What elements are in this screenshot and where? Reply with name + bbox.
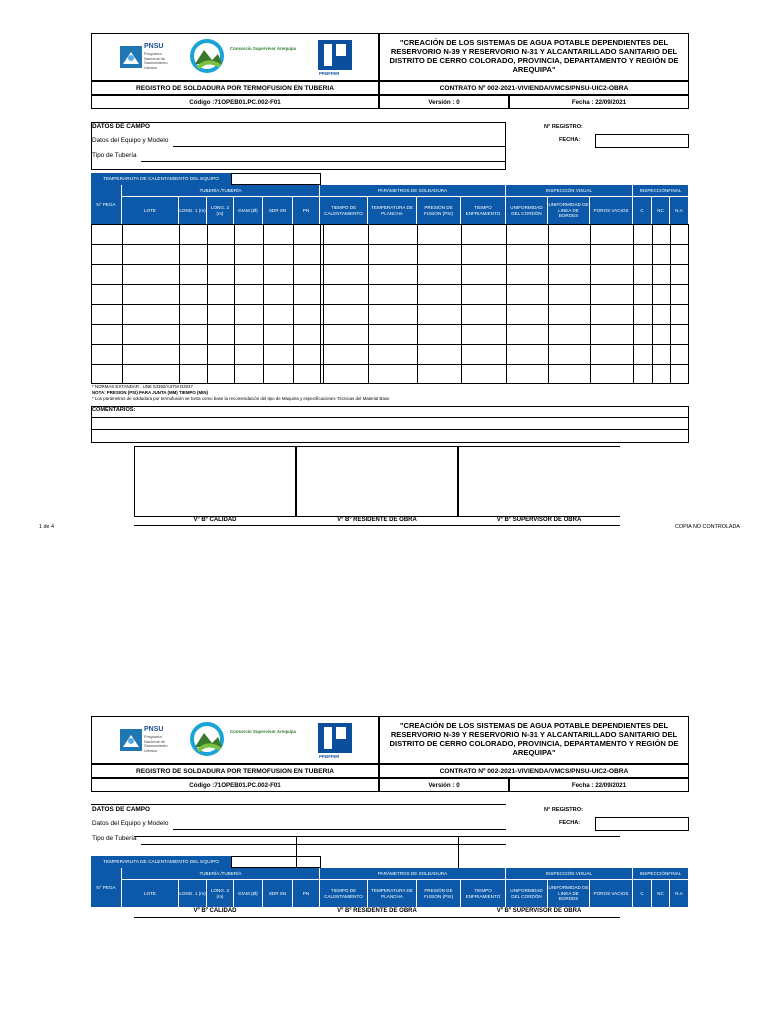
codigo-label: Código :71OPEB01.PC.002-F01 bbox=[91, 95, 379, 109]
page-number: 1 de 4 bbox=[39, 524, 54, 530]
lote-header: LOTE bbox=[122, 880, 179, 907]
insp-group-header: INSPECCIÓN VISUAL bbox=[506, 868, 633, 880]
form-sheet-1 bbox=[91, 33, 689, 533]
note-standard: * NORMAS ESTANDAR : UNE 53360/ASTM D3037 bbox=[92, 384, 193, 389]
long2-header: LONG. 2 (m) bbox=[207, 880, 234, 907]
unif-bordes-header: UNIFORMIDAD DE LINEA DE BORDES bbox=[548, 197, 590, 224]
tuberia-group-header: TUBERÍA /TUBERÍA bbox=[122, 185, 320, 197]
long1-header: LONG. 1 (m) bbox=[179, 880, 207, 907]
pfeiffer-logo-icon bbox=[318, 40, 352, 70]
consorcio-label: Consorcio Supervisor Arequipa bbox=[230, 729, 296, 734]
unif-cordon-header: UNIFORMIDAD DEL CORDÓN bbox=[506, 197, 548, 224]
consorcio-logo-icon bbox=[190, 721, 224, 757]
temp-label: TEMPERARUTA DE CALENTAMIENTO DEL EQUIPO bbox=[91, 856, 231, 868]
unif-bordes-header: UNIFORMIDAD DE LINEA DE BORDES bbox=[548, 880, 590, 907]
tuberia-label: Tipo de Tubería bbox=[92, 152, 137, 159]
grid-row-line bbox=[91, 264, 689, 265]
form-sheet-2 bbox=[91, 716, 689, 926]
registro-title: REGISTRO DE SOLDADURA POR TERMOFUSION EN TUBERIA bbox=[91, 81, 379, 95]
nc-header: NC bbox=[652, 880, 670, 907]
signature-residente-label: Vº Bº RESIDENTE DE OBRA bbox=[337, 517, 417, 523]
na-header: N.A bbox=[670, 880, 689, 907]
signature-residente-box[interactable] bbox=[296, 446, 458, 517]
logo-area-2 bbox=[91, 716, 379, 764]
sdr-header: SDR SN bbox=[263, 880, 293, 907]
presion-header: PRESIÓN DE FUSION (PSI) bbox=[417, 880, 461, 907]
fecha-label: Fecha : 22/09/2021 bbox=[509, 95, 689, 109]
tiempo-enf-header: TIEMPO ENFRIAMIENTO bbox=[461, 197, 506, 224]
fecha-input[interactable] bbox=[595, 134, 689, 148]
grid-row-line bbox=[91, 364, 689, 365]
equipo-field[interactable] bbox=[173, 146, 506, 147]
contrato-label: CONTRATO Nº 002-2021-VIVIENDA/VMCS/PNSU-UIC2-OBRA bbox=[379, 764, 689, 778]
pfeiffer-label: PFEIFFER bbox=[319, 71, 340, 76]
tuberia-group-header: TUBERÍA /TUBERÍA bbox=[122, 868, 320, 880]
na-header: N.A bbox=[670, 197, 689, 224]
presion-header: PRESIÓN DE FUSION (PSI) bbox=[417, 197, 461, 224]
tuberia-field[interactable] bbox=[141, 161, 506, 162]
codigo-label: Código :71OPEB01.PC.002-F01 bbox=[91, 778, 379, 792]
campo-title: DATOS DE CAMPO bbox=[92, 806, 150, 813]
temp-plancha-header: TEMPERATURA DE PLANCHA bbox=[368, 880, 417, 907]
project-title: "CREACIÓN DE LOS SISTEMAS DE AGUA POTABLE DEPENDIENTES DEL RESERVORIO N-39 Y RESERVORIO N-31 Y ALCANTARILLADO SANITARIO DEL DISTRITO DE CERRO COLORADO, PROVINCIA, DEPARTAMENTO Y REGIÓN DE AREQUIPA" bbox=[379, 33, 689, 81]
note-presion: NOTA: PRESION (PSI) PARA JUNTA (MM) TIEMPO (MIN) bbox=[92, 390, 209, 395]
grid-row-line bbox=[91, 284, 689, 285]
signature-supervisor-label: Vº Bº SUPERVISOR DE OBRA bbox=[496, 517, 582, 523]
fecha-field-label: FECHA: bbox=[559, 137, 581, 143]
comentarios-label: COMENTARIOS: bbox=[92, 407, 136, 413]
param-group-header: PARÁMETROS DE SOLDADURA bbox=[320, 868, 506, 880]
temp-label: TEMPERARUTA DE CALENTAMIENTO DEL EQUIPO bbox=[91, 173, 231, 185]
poros-header: POROS VACIOS bbox=[590, 880, 633, 907]
diam-header: DIAM (Ø) bbox=[234, 197, 263, 224]
diam-header: DIAM (Ø) bbox=[234, 880, 263, 907]
pfeiffer-logo-icon bbox=[318, 723, 352, 753]
signature-calidad-label: Vº Bº CALIDAD bbox=[193, 908, 237, 914]
signature-supervisor-box[interactable] bbox=[458, 446, 620, 517]
insp-group-header: INSPECCIÓN VISUAL bbox=[506, 185, 633, 197]
campo-title: DATOS DE CAMPO bbox=[92, 123, 150, 130]
final-group-header: INSPECCIÓNFINAL bbox=[633, 868, 689, 880]
registro-title: REGISTRO DE SOLDADURA POR TERMOFUSION EN TUBERIA bbox=[91, 764, 379, 778]
comentarios-box[interactable] bbox=[91, 406, 689, 443]
poros-header: POROS VACIOS bbox=[590, 197, 633, 224]
consorcio-label: Consorcio Supervisor Arequipa bbox=[230, 46, 296, 51]
temp-input[interactable] bbox=[231, 173, 321, 185]
pnsu-sub: Programa Nacional de Saneamiento Urbano bbox=[144, 734, 168, 753]
npega-header: N° PEGA bbox=[91, 185, 122, 224]
registro-input[interactable] bbox=[595, 134, 689, 135]
version-label: Versión : 0 bbox=[379, 95, 509, 109]
contrato-label: CONTRATO Nº 002-2021-VIVIENDA/VMCS/PNSU-UIC2-OBRA bbox=[379, 81, 689, 95]
grid-row-line bbox=[91, 244, 689, 245]
version-label: Versión : 0 bbox=[379, 778, 509, 792]
nc-header: NC bbox=[652, 197, 670, 224]
long2-header: LONG. 2 (m) bbox=[207, 197, 234, 224]
long1-header: LONG. 1 (m) bbox=[179, 197, 207, 224]
registro-label: N° REGISTRO: bbox=[544, 124, 583, 130]
pn-header: PN bbox=[293, 197, 320, 224]
equipo-label: Datos del Equipo y Modelo bbox=[92, 820, 169, 827]
registro-label: N° REGISTRO: bbox=[544, 807, 583, 813]
consorcio-logo-icon bbox=[190, 38, 224, 74]
final-group-header: INSPECCIÓNFINAL bbox=[633, 185, 689, 197]
c-header: C bbox=[633, 880, 652, 907]
copia-label: COPIA NO CONTROLADA bbox=[675, 524, 740, 530]
signature-residente-label: Vº Bº RESIDENTE DE OBRA bbox=[337, 908, 417, 914]
c-header: C bbox=[633, 197, 652, 224]
pn-header: PN bbox=[293, 880, 320, 907]
note-parametros: * Los parámetros de soldadura por termofusión se toma como base la recomendación del tipo de Maquina y especificaciones Técnicas del Material Base bbox=[92, 396, 390, 401]
pnsu-label: PNSU bbox=[144, 726, 164, 733]
tuberia-label: Tipo de Tubería bbox=[92, 835, 137, 842]
fecha-label: Fecha : 22/09/2021 bbox=[509, 778, 689, 792]
tiempo-cal-header: TIEMPO DE CALENTAMIENTO bbox=[320, 197, 368, 224]
pnsu-label: PNSU bbox=[144, 43, 164, 50]
project-title: "CREACIÓN DE LOS SISTEMAS DE AGUA POTABLE DEPENDIENTES DEL RESERVORIO N-39 Y RESERVORIO N-31 Y ALCANTARILLADO SANITARIO DEL DISTRITO DE CERRO COLORADO, PROVINCIA, DEPARTAMENTO Y REGIÓN DE AREQUIPA" bbox=[379, 716, 689, 764]
signature-calidad-label: Vº Bº CALIDAD bbox=[193, 517, 237, 523]
pnsu-logo-icon bbox=[120, 46, 142, 68]
lote-header: LOTE bbox=[122, 197, 179, 224]
equipo-label: Datos del Equipo y Modelo bbox=[92, 137, 169, 144]
tiempo-cal-header: TIEMPO DE CALENTAMIENTO bbox=[320, 880, 368, 907]
param-group-header: PARÁMETROS DE SOLDADURA bbox=[320, 185, 506, 197]
temp-plancha-header: TEMPERATURA DE PLANCHA bbox=[368, 197, 417, 224]
logo-area bbox=[91, 33, 379, 81]
grid-row-line bbox=[91, 324, 689, 325]
npega-header: N° PEGA bbox=[91, 868, 122, 907]
pfeiffer-label: PFEIFFER bbox=[319, 754, 340, 759]
signature-supervisor-label: Vº Bº SUPERVISOR DE OBRA bbox=[496, 908, 582, 914]
sdr-header: SDR SN bbox=[263, 197, 293, 224]
tiempo-enf-header: TIEMPO ENFRIAMIENTO bbox=[461, 880, 506, 907]
grid-row-line bbox=[91, 304, 689, 305]
signature-calidad-box[interactable] bbox=[134, 446, 296, 517]
pnsu-sub: Programa Nacional de Saneamiento Urbano bbox=[144, 51, 168, 70]
fecha-field-label: FECHA: bbox=[559, 820, 581, 826]
grid-row-line bbox=[91, 344, 689, 345]
pnsu-logo-icon bbox=[120, 729, 142, 751]
unif-cordon-header: UNIFORMIDAD DEL CORDÓN bbox=[506, 880, 548, 907]
